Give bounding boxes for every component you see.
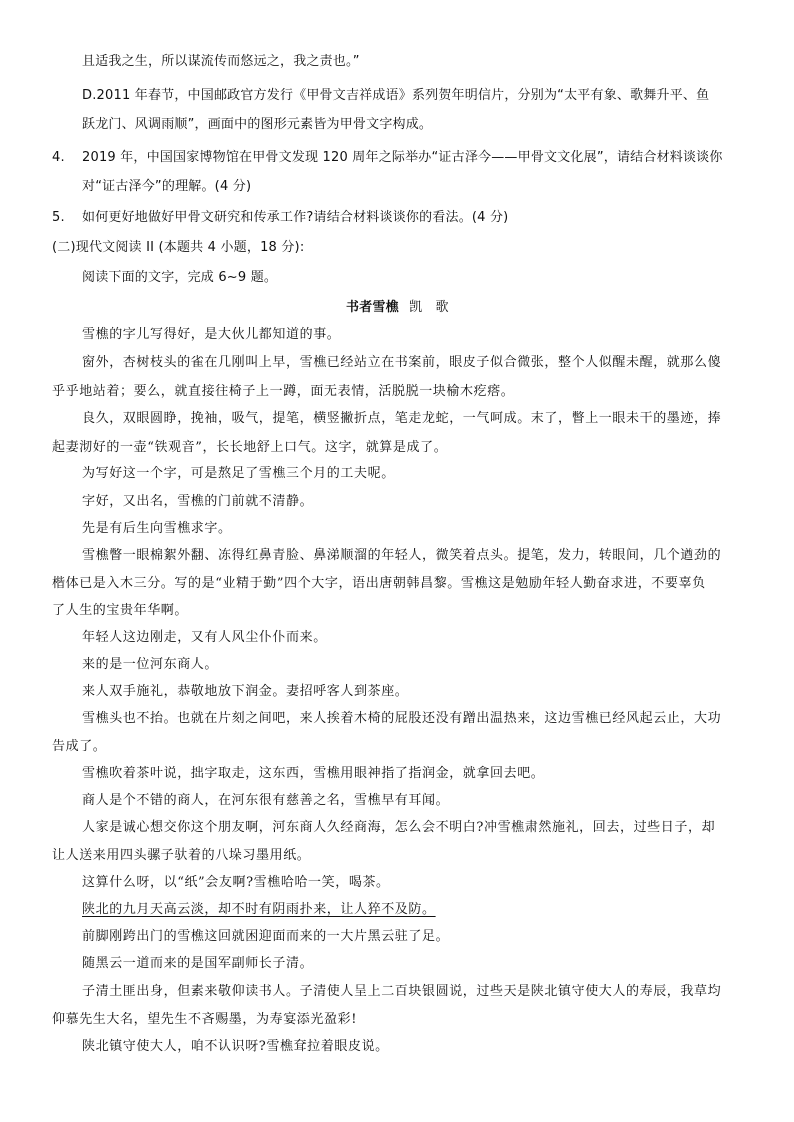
question-4-continued: 对“证古泽今”的理解。(4 分) xyxy=(82,179,252,194)
story-paragraph-continued: 乎乎地站着；要么，就直接往椅子上一蹲，面无表情，活脱脱一块榆木疙瘩。 xyxy=(52,384,515,399)
story-paragraph: 来人双手施礼，恭敬地放下润金。妻招呼客人到茶座。 xyxy=(82,684,409,699)
option-d-line: D.2011 年春节，中国邮政官方发行《甲骨文吉祥成语》系列贺年明信片，分别为“太平有象、歌舞升平、鱼 xyxy=(82,88,710,103)
story-paragraph: 窗外，杏树枝头的雀在几刚叫上早，雪樵已经站立在书案前，眼皮子似合微张，整个人似醒未醒，就那么傻 xyxy=(82,355,722,370)
story-paragraph: 先是有后生向雪樵求字。 xyxy=(82,521,232,536)
question-text: 如何更好地做好甲骨文研究和传承工作?请结合材料谈谈你的看法。(4 分) xyxy=(82,210,509,225)
underlined-sentence: 陕北的九月天高云淡，却不时有阴雨扑来，让人猝不及防。 xyxy=(82,902,436,917)
story-paragraph: 子清土匪出身，但素来敬仰读书人。子清使人呈上二百块银圆说，过些天是陕北镇守使大人的寿辰，我草均 xyxy=(82,984,722,999)
story-paragraph-continued: 楷体已是入木三分。写的是“业精于勤”四个大字，语出唐朝韩昌黎。雪樵这是勉励年轻人勤奋求进，不要辜负 xyxy=(52,576,706,591)
story-paragraph: 前脚刚跨出门的雪樵这回就困迎面而来的一大片黑云驻了足。 xyxy=(82,929,450,944)
question-number: 4. xyxy=(52,150,65,165)
story-paragraph: 雪樵瞥一眼棉絮外翻、冻得红鼻青脸、鼻涕顺溜的年轻人，微笑着点头。提笔，发力，转眼间，几个遒劲的 xyxy=(82,548,722,563)
story-paragraph: 陕北镇守使大人，咱不认识呀?雪樵耷拉着眼皮说。 xyxy=(82,1039,389,1054)
story-paragraph: 雪樵头也不抬。也就在片刻之间吧，来人挨着木椅的屁股还没有蹭出温热来，这边雪樵已经风起云止，大功 xyxy=(82,711,722,726)
story-paragraph: 雪樵的字儿写得好，是大伙儿都知道的事。 xyxy=(82,327,341,342)
question-5 xyxy=(52,207,508,229)
story-paragraph: 年轻人这边刚走，又有人风尘仆仆而来。 xyxy=(82,630,327,645)
option-d-line: 跃龙门、风调雨顺”，画面中的图形元素皆为甲骨文字构成。 xyxy=(82,117,433,132)
story-paragraph: 这算什么呀，以“纸”会友啊?雪樵哈哈一笑，喝茶。 xyxy=(82,875,390,890)
story-paragraph: 来的是一位河东商人。 xyxy=(82,657,219,672)
story-paragraph-continued: 了人生的宝贵年华啊。 xyxy=(52,603,189,618)
story-paragraph: 为写好这一个字，可是熬足了雪樵三个月的工夫呢。 xyxy=(82,466,395,481)
story-paragraph: 雪樵吹着茶叶说，拙字取走，这东西，雪樵用眼神指了指润金，就拿回去吧。 xyxy=(82,766,545,781)
reading-instruction: 阅读下面的文字，完成 6~9 题。 xyxy=(82,270,278,285)
story-paragraph: 商人是个不错的商人，在河东很有慈善之名，雪樵早有耳闻。 xyxy=(82,793,450,808)
story-title: 书者雪樵 xyxy=(346,300,399,315)
story-author: 凯 歌 xyxy=(409,300,449,315)
story-paragraph-continued: 告成了。 xyxy=(52,739,107,754)
passage-line: 且适我之生，所以谋流传而悠远之，我之责也。” xyxy=(82,54,360,69)
story-paragraph-continued: 仰慕先生大名，望先生不吝赐墨，为寿宴添光盈彩! xyxy=(52,1012,358,1027)
story-paragraph: 人家是诚心想交你这个朋友啊，河东商人久经商海，怎么会不明白?冲雪樵肃然施礼，回去，过些日子，却 xyxy=(82,820,716,835)
story-paragraph-continued: 让人送来用四头骡子驮着的八垛习墨用纸。 xyxy=(52,848,311,863)
question-text: 2019 年，中国国家博物馆在甲骨文发现 120 周年之际举办“证古泽今——甲骨文文化展”，请结合材料谈谈你 xyxy=(82,150,723,165)
story-paragraph: 良久，双眼圆睁，挽袖，吸气，提笔，横竖撇折点，笔走龙蛇，一气呵成。末了，瞥上一眼未干的墨迹，捧 xyxy=(82,411,722,426)
story-paragraph: 字好，又出名，雪樵的门前就不清静。 xyxy=(82,494,314,509)
story-paragraph: 随黑云一道而来的是国军副师长子清。 xyxy=(82,956,314,971)
story-paragraph-continued: 起妻沏好的一壶“铁观音”，长长地舒上口气。这字，就算是成了。 xyxy=(52,440,448,455)
question-4 xyxy=(52,147,723,169)
story-title-line xyxy=(346,297,449,319)
question-number: 5. xyxy=(52,210,65,225)
section-heading: (二)现代文阅读 II (本题共 4 小题，18 分): xyxy=(52,240,305,255)
